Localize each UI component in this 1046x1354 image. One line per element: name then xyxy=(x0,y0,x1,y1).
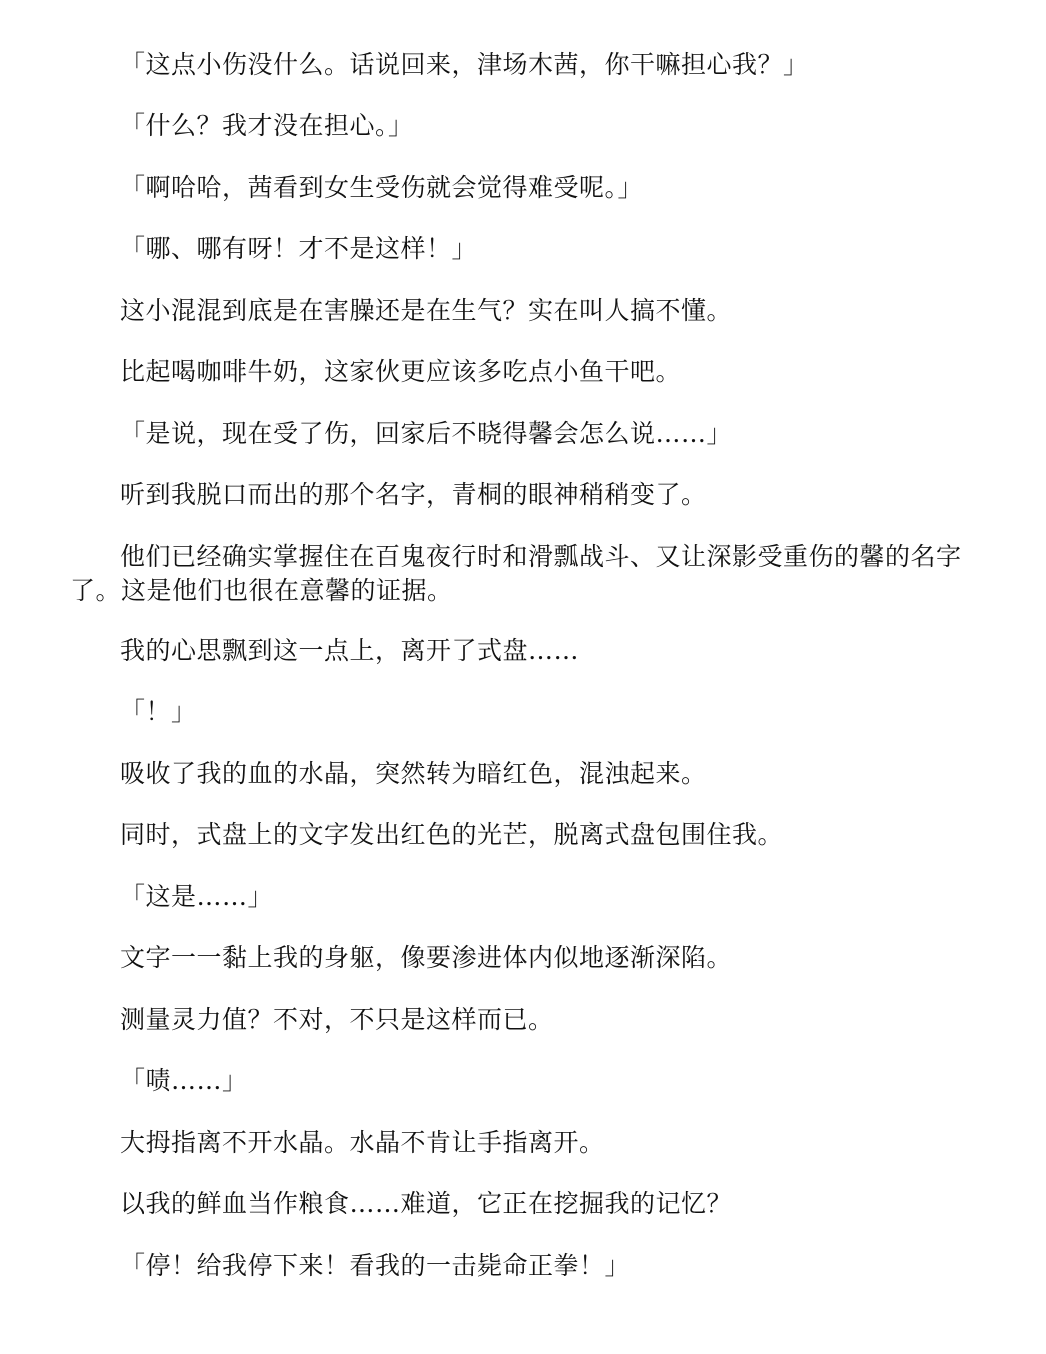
paragraph-15: 文字一一黏上我的身躯，像要渗进体内似地逐渐深陷。 xyxy=(120,943,733,972)
paragraph-16: 测量灵力值？不对，不只是这样而已。 xyxy=(120,1005,554,1034)
paragraph-1: 「这点小伤没什么。话说回来，津场木茜，你干嘛担心我？」 xyxy=(120,50,809,79)
paragraph-7: 「是说，现在受了伤，回家后不晓得馨会怎么说……」 xyxy=(120,419,733,448)
paragraph-4: 「哪、哪有呀！才不是这样！」 xyxy=(120,234,478,263)
paragraph-10: 我的心思飘到这一点上，离开了式盘…… xyxy=(120,636,580,665)
paragraph-3: 「啊哈哈，茜看到女生受伤就会觉得难受呢。」 xyxy=(120,173,644,202)
paragraph-19: 以我的鲜血当作粮食……难道，它正在挖掘我的记忆？ xyxy=(120,1189,733,1218)
paragraph-17: 「啧……」 xyxy=(120,1066,248,1095)
paragraph-12: 吸收了我的血的水晶，突然转为暗红色，混浊起来。 xyxy=(120,759,707,788)
paragraph-6: 比起喝咖啡牛奶，这家伙更应该多吃点小鱼干吧。 xyxy=(120,357,682,386)
paragraph-2: 「什么？我才没在担心。」 xyxy=(120,111,414,140)
paragraph-5: 这小混混到底是在害臊还是在生气？实在叫人搞不懂。 xyxy=(120,296,733,325)
paragraph-9: 他们已经确实掌握住在百鬼夜行时和滑瓢战斗、又让深影受重伤的馨的名字了。这是他们也很在意馨的证据。 xyxy=(70,542,962,605)
paragraph-18: 大拇指离不开水晶。水晶不肯让手指离开。 xyxy=(120,1128,605,1157)
paragraph-11: 「！」 xyxy=(120,697,197,726)
paragraph-20: 「停！给我停下来！看我的一击毙命正拳！」 xyxy=(120,1251,631,1280)
paragraph-14: 「这是……」 xyxy=(120,882,274,911)
paragraph-13: 同时，式盘上的文字发出红色的光芒，脱离式盘包围住我。 xyxy=(120,820,784,849)
paragraph-8: 听到我脱口而出的那个名字，青桐的眼神稍稍变了。 xyxy=(120,480,707,509)
